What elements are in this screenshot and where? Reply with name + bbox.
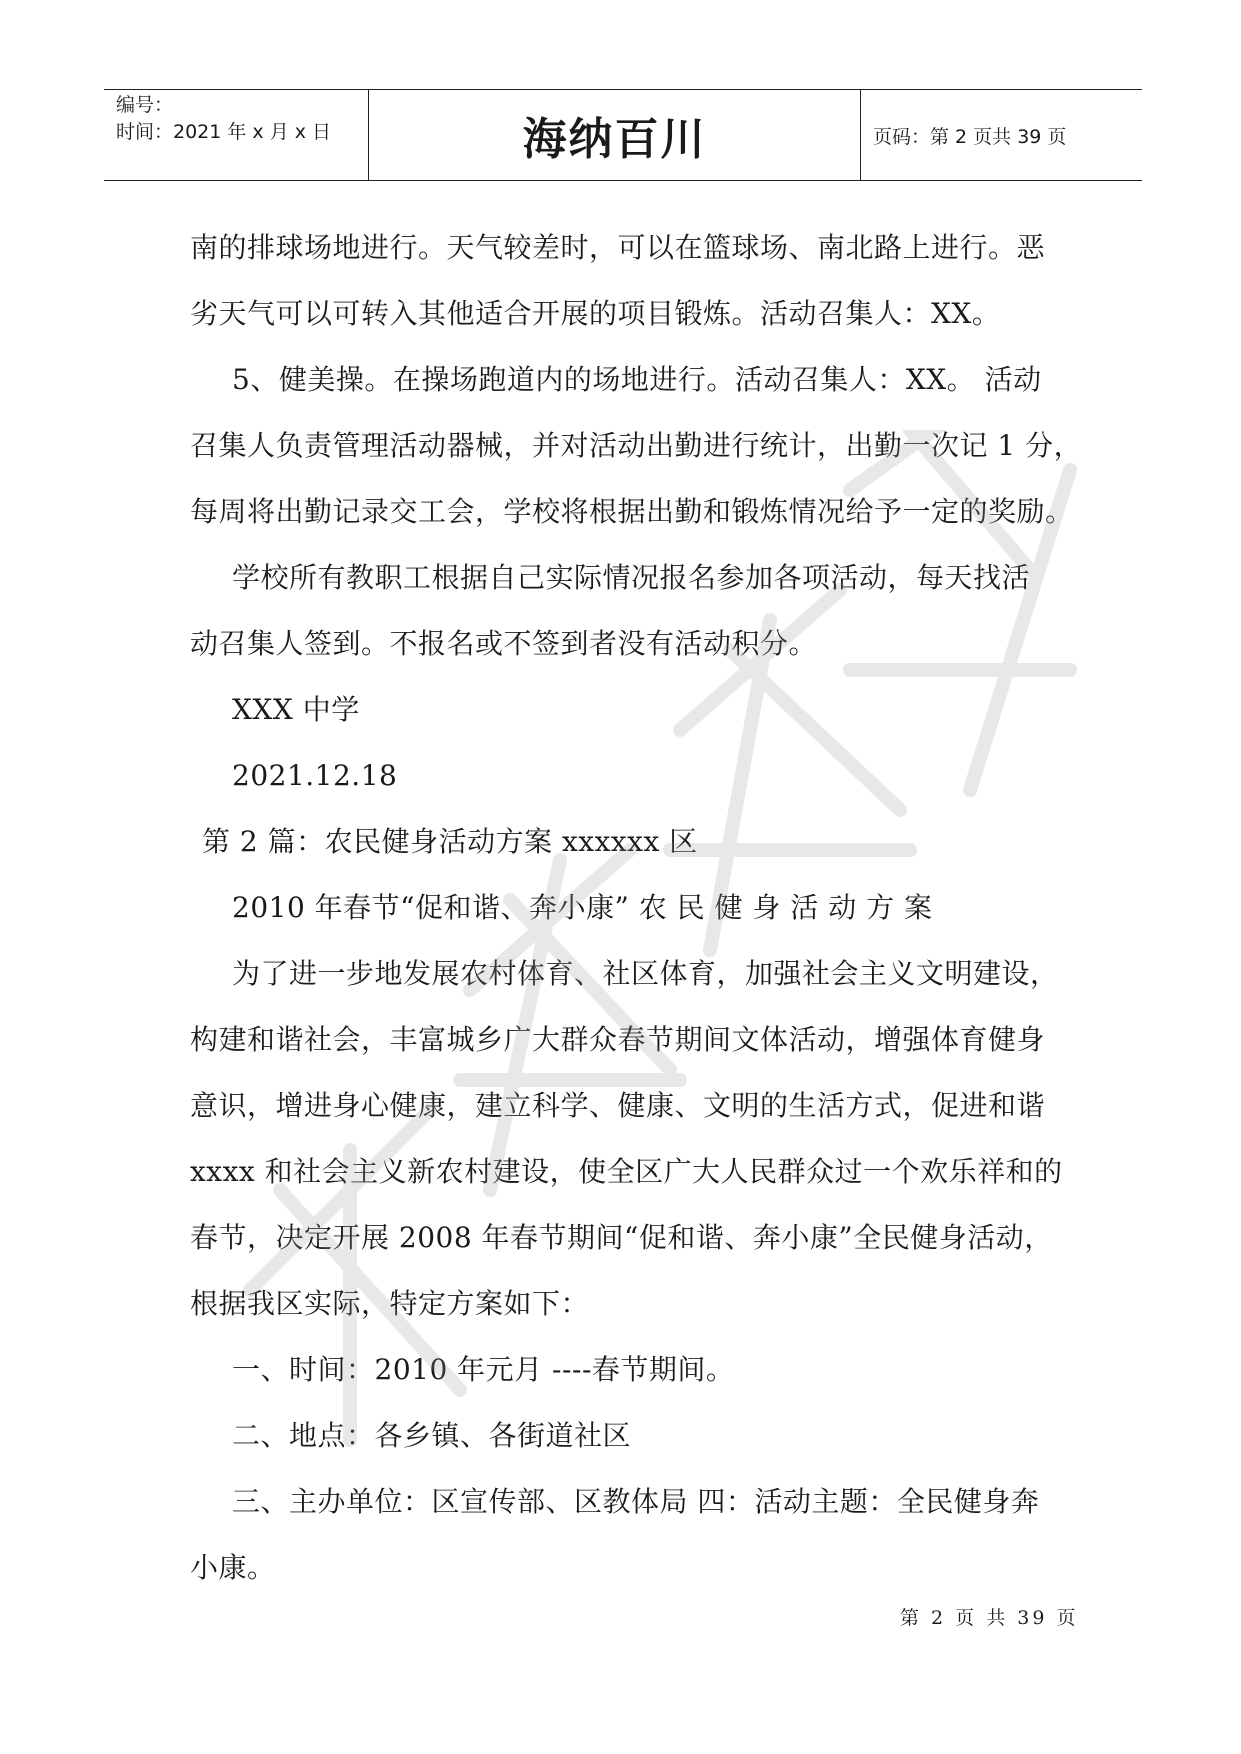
plan-location: 二、地点：各乡镇、各街道社区 (232, 1419, 632, 1452)
plan-time: 一、时间：2010 年元月 ----春节期间。 (232, 1353, 735, 1386)
body-line: xxxx 和社会主义新农村建设，使全区广大人民群众过一个欢乐祥和的 (190, 1155, 1063, 1188)
document-number-label: 编号： (116, 94, 174, 116)
body-line: 根据我区实际，特定方案如下： (190, 1287, 590, 1320)
school-name: XXX 中学 (232, 693, 360, 726)
body-line: 南的排球场地进行。天气较差时，可以在篮球场、南北路上进行。恶 (190, 231, 1046, 264)
header-title: 海纳百川 (369, 90, 861, 180)
header-page-label: 页码：第 2 页共 39 页 (873, 125, 1067, 148)
body-line: 春节，决定开展 2008 年春节期间“促和谐、奔小康”全民健身活动， (190, 1221, 1053, 1254)
section-heading: 第 2 篇：农民健身活动方案 xxxxxx 区 (202, 825, 698, 858)
plan-organizer: 三、主办单位：区宣传部、区教体局 四：活动主题：全民健身奔 (232, 1485, 1040, 1518)
body-line: 劣天气可以可转入其他适合开展的项目锻炼。活动召集人：XX。 (190, 297, 1001, 330)
document-time-label: 时间：2021 年 x 月 x 日 (116, 121, 332, 143)
body-line: 学校所有教职工根据自己实际情况报名参加各项活动，每天找活 (232, 561, 1031, 594)
page-header (104, 89, 1142, 181)
body-line: 构建和谐社会，丰富城乡广大群众春节期间文体活动，增强体育健身 (190, 1023, 1046, 1056)
body-line: 意识，增进身心健康，建立科学、健康、文明的生活方式，促进和谐 (190, 1089, 1046, 1122)
document-body (190, 215, 1083, 1601)
plan-title: 2010 年春节“促和谐、奔小康” 农 民 健 身 活 动 方 案 (232, 891, 933, 924)
body-line: 每周将出勤记录交工会，学校将根据出勤和锻炼情况给予一定的奖励。 (190, 495, 1074, 528)
body-line: 为了进一步地发展农村体育、社区体育，加强社会主义文明建设， (232, 957, 1059, 990)
header-meta (104, 90, 369, 180)
page-footer: 第 2 页 共 39 页 (900, 1607, 1079, 1629)
body-line: 小康。 (190, 1551, 276, 1584)
body-line: 动召集人签到。不报名或不签到者没有活动积分。 (190, 627, 818, 660)
document-date: 2021.12.18 (232, 759, 398, 792)
body-line: 召集人负责管理活动器械，并对活动出勤进行统计，出勤一次记 1 分， (190, 429, 1083, 462)
body-line: 5、健美操。在操场跑道内的场地进行。活动召集人：XX。 活动 (232, 363, 1042, 396)
